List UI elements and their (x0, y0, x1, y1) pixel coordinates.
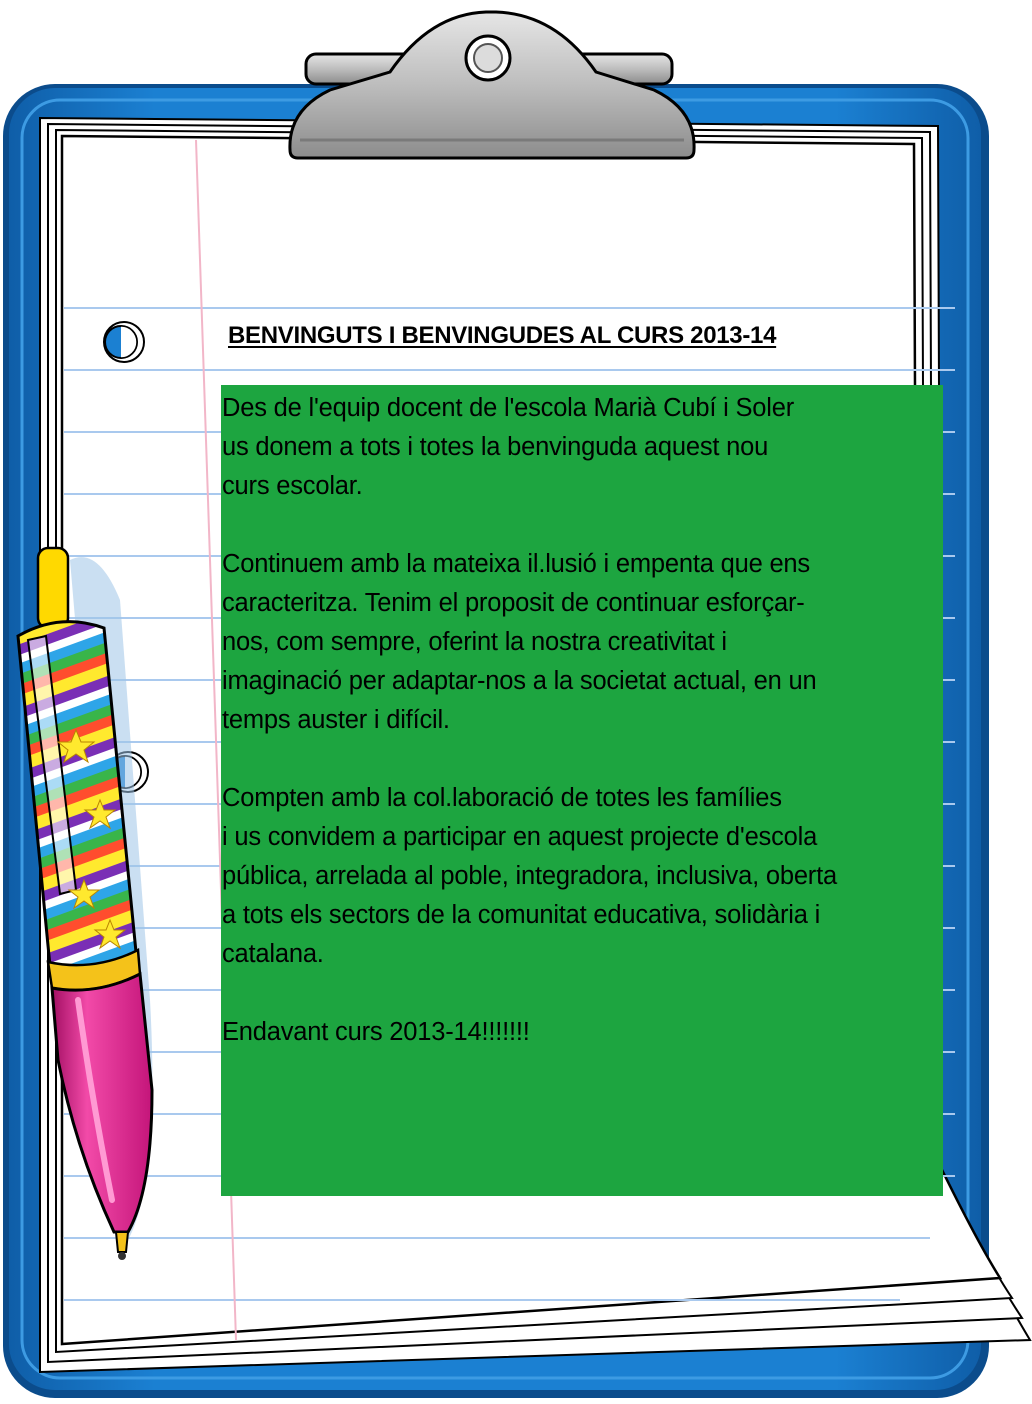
message-line: nos, com sempre, oferint la nostra creativitat i (222, 628, 727, 656)
message-line: us donem a tots i totes la benvinguda aquest nou (222, 433, 769, 461)
message-closing (222, 1013, 943, 1052)
message-line: curs escolar. (222, 472, 363, 500)
binder-ring-icon (104, 322, 144, 362)
welcome-message-box (221, 385, 943, 1196)
message-line: pública, arrelada al poble, integradora, inclusiva, oberta (222, 862, 837, 890)
closing-line: Endavant curs 2013-14!!!!!!! (222, 1018, 530, 1046)
message-line: catalana. (222, 940, 324, 968)
message-paragraph-1 (222, 389, 943, 506)
message-paragraph-3 (222, 779, 943, 974)
message-line: a tots els sectors de la comunitat educativa, solidària i (222, 901, 821, 929)
message-line: imaginació per adaptar-nos a la societat actual, en un (222, 667, 817, 695)
message-line: Compten amb la col.laboració de totes les famílies (222, 784, 782, 812)
message-line: i us convidem a participar en aquest projecte d'escola (222, 823, 818, 851)
message-paragraph-2 (222, 545, 943, 740)
message-line: Des de l'equip docent de l'escola Marià Cubí i Soler (222, 394, 794, 422)
clip-icon (290, 12, 694, 158)
message-line: caracteritza. Tenim el proposit de continuar esforçar- (222, 589, 805, 617)
page-title: BENVINGUTS I BENVINGUDES AL CURS 2013-14 (228, 322, 777, 349)
message-line: Continuem amb la mateixa il.lusió i empenta que ens (222, 550, 810, 578)
message-line: temps auster i difícil. (222, 706, 450, 734)
